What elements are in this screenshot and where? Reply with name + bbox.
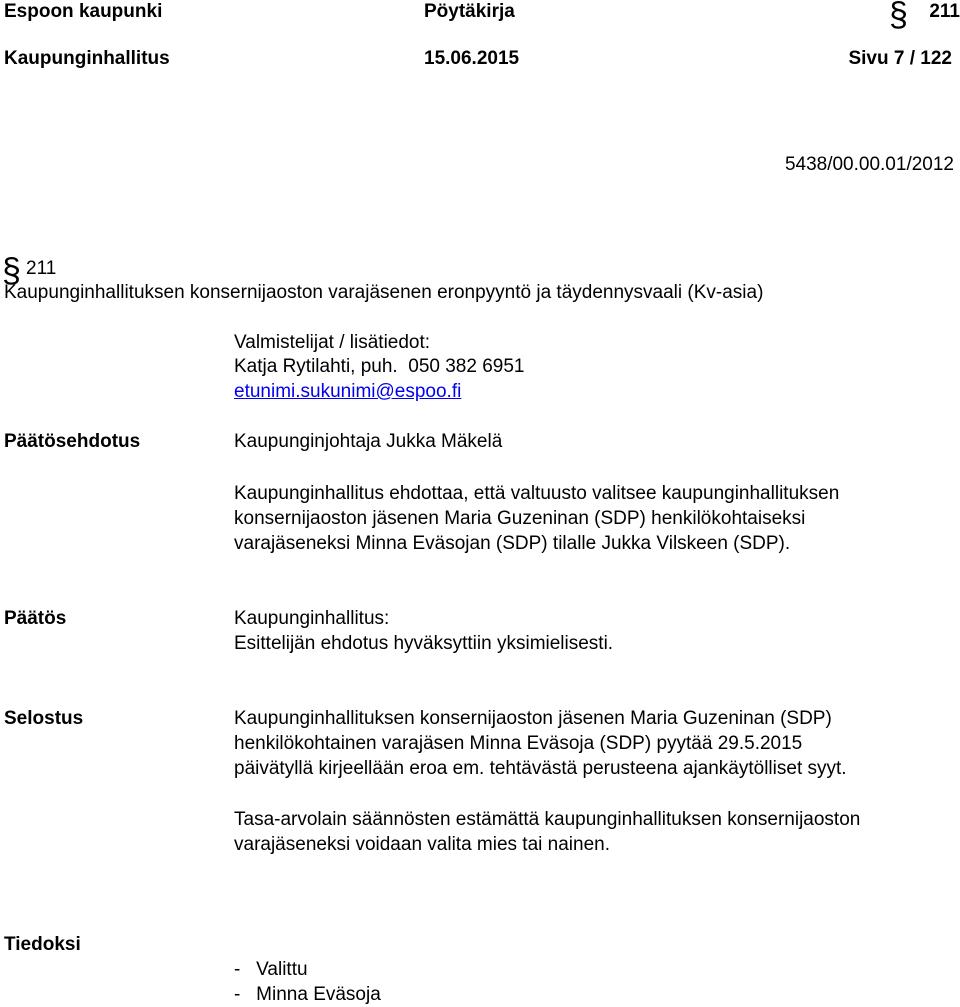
preparers-email-link[interactable]: etunimi.sukunimi@espoo.fi — [234, 381, 462, 402]
proposal-line: Kaupunginhallitus ehdottaa, että valtuusto valitsee kaupunginhallituksen — [234, 483, 840, 504]
document-type: Pöytäkirja — [424, 1, 515, 22]
notify-heading: Tiedoksi — [4, 934, 81, 955]
proposal-line: varajäseneksi Minna Eväsojan (SDP) tilalle Jukka Vilskeen (SDP). — [234, 533, 791, 554]
item-section-symbol: § — [2, 252, 21, 290]
proposer: Kaupunginjohtaja Jukka Mäkelä — [234, 431, 503, 452]
explanation-line: päivätyllä kirjeellään eroa em. tehtävästä perusteena ajankäytölliset syyt. — [234, 758, 847, 779]
preparers-label: Valmistelijat / lisätiedot: — [234, 332, 431, 353]
page-number: Sivu 7 / 122 — [848, 48, 952, 69]
decision-heading: Päätös — [4, 608, 67, 629]
explanation-line: henkilökohtainen varajäsen Minna Eväsoja (SDP) pyytää 29.5.2015 — [234, 733, 803, 754]
decision-body-label: Kaupunginhallitus: — [234, 608, 390, 629]
item-number: 211 — [26, 258, 57, 279]
decision-text: Esittelijän ehdotus hyväksyttiin yksimielisesti. — [234, 633, 614, 654]
explanation-heading: Selostus — [4, 708, 84, 729]
org-name: Espoon kaupunki — [4, 1, 163, 22]
item-title: Kaupunginhallituksen konsernijaoston varajäsenen eronpyyntö ja täydennysvaali (Kv-asia) — [4, 282, 764, 303]
explanation-line: Kaupunginhallituksen konsernijaoston jäsenen Maria Guzeninan (SDP) — [234, 708, 832, 729]
notify-item: - Valittu — [234, 959, 308, 980]
proposal-heading: Päätösehdotus — [4, 431, 141, 452]
header-section-number: 211 — [929, 1, 960, 22]
explanation-line: Tasa-arvolain säännösten estämättä kaupunginhallituksen konsernijaoston — [234, 809, 861, 830]
meeting-date: 15.06.2015 — [424, 48, 520, 69]
explanation-line: varajäseneksi voidaan valita mies tai nainen. — [234, 834, 610, 855]
body-name: Kaupunginhallitus — [4, 48, 170, 69]
notify-item: - Minna Eväsoja — [234, 984, 381, 1005]
diary-number: 5438/00.00.01/2012 — [784, 154, 954, 175]
proposal-line: konsernijaoston jäsenen Maria Guzeninan (SDP) henkilökohtaiseksi — [234, 508, 806, 529]
section-symbol: § — [889, 0, 908, 34]
preparers-contact: Katja Rytilahti, puh. 050 382 6951 — [234, 356, 525, 377]
